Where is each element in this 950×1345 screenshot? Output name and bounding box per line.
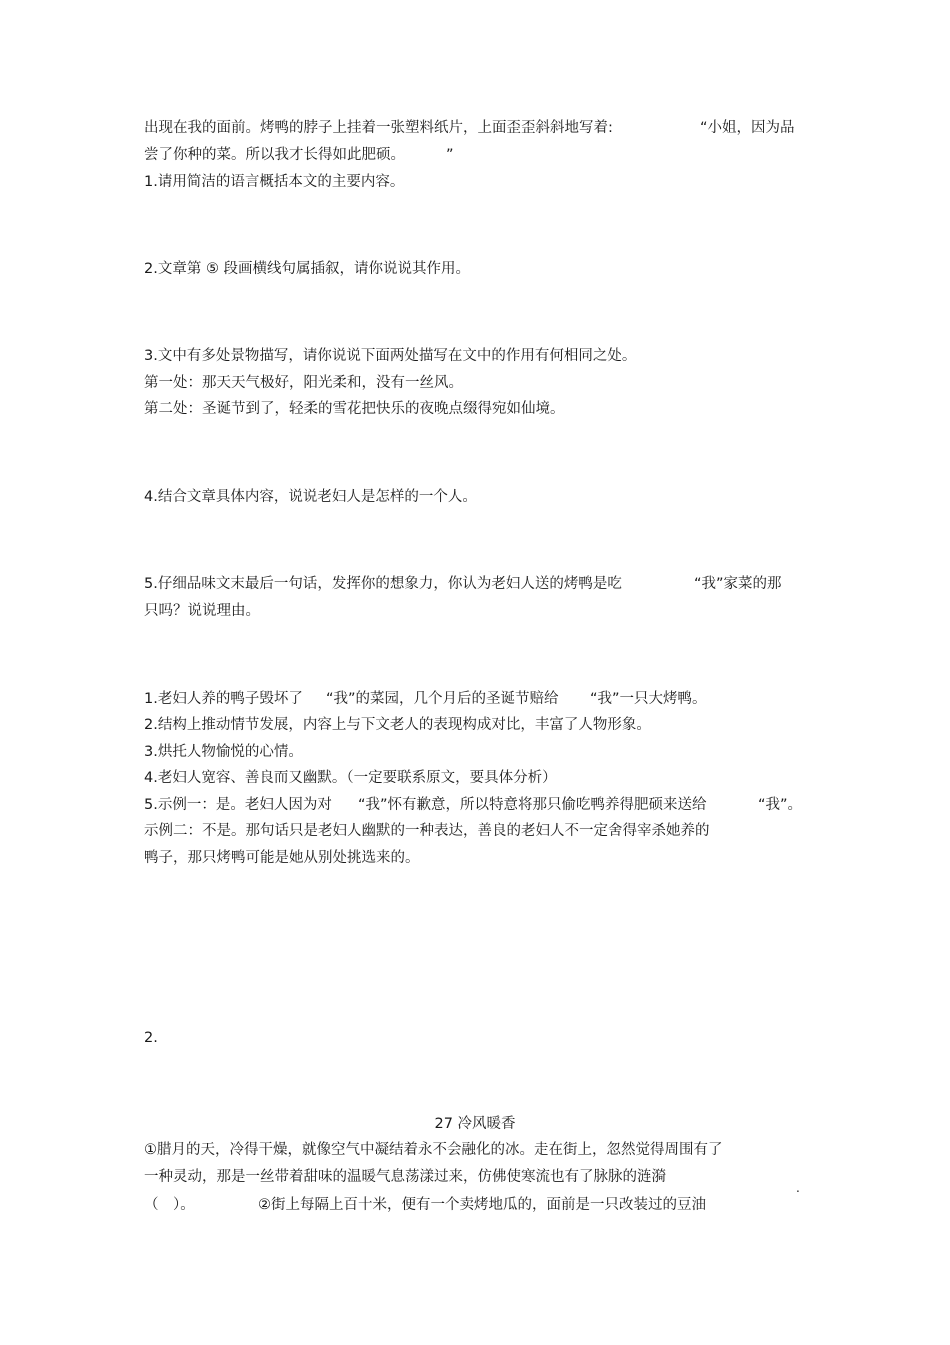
question-3: 3.文中有多处景物描写，请你说说下面两处描写在文中的作用有何相同之处。: [144, 348, 637, 364]
answer-5c: “我”。: [758, 797, 803, 813]
answer-3: 3.烘托人物愉悦的心情。: [144, 744, 303, 760]
question-5a: 5.仔细品味文末最后一句话，发挥你的想象力，你认为老妇人送的烤鸭是吃: [144, 576, 622, 592]
section-number: 2.: [144, 1030, 158, 1046]
answer-5d: 示例二：不是。那句话只是老妇人幽默的一种表达，善良的老妇人不一定舍得宰杀她养的: [144, 823, 710, 839]
answer-1b: “我”的菜园，几个月后的圣诞节赔给: [326, 691, 559, 707]
question-3-second: 第二处：圣诞节到了，轻柔的雪花把快乐的夜晚点缀得宛如仙境。: [144, 401, 565, 417]
paragraph-1-line-1: ①腊月的天，冷得干燥，就像空气中凝结着永不会融化的冰。走在街上，忽然觉得周围有了: [144, 1142, 723, 1158]
answer-2: 2.结构上推动情节发展，内容上与下文老人的表现构成对比，丰富了人物形象。: [144, 717, 651, 733]
question-3-first: 第一处：那天天气极好，阳光柔和，没有一丝风。: [144, 375, 463, 391]
question-1: 1.请用简洁的语言概括本文的主要内容。: [144, 174, 405, 190]
question-5b: “我”家菜的那: [694, 576, 782, 592]
paragraph-1-line-3b: ②街上每隔上百十米，便有一个卖烤地瓜的，面前是一只改装过的豆油: [258, 1197, 706, 1213]
answer-5e: 鸭子，那只烤鸭可能是她从别处挑选来的。: [144, 850, 420, 866]
answer-5a: 5.示例一：是。老妇人因为对: [144, 797, 332, 813]
story-line-2-quote: ”: [446, 147, 454, 163]
story-line-1b: “小姐，因为品: [700, 120, 795, 136]
stray-mark: .: [796, 1181, 800, 1195]
story-line-2: 尝了你种的菜。所以我才长得如此肥硕。: [144, 147, 405, 163]
answer-1c: “我”一只大烤鸭。: [590, 691, 707, 707]
paragraph-1-line-3a: （ ）。: [144, 1197, 195, 1213]
next-text-title: 27 冷风暖香: [434, 1116, 516, 1132]
paragraph-1-line-2: 一种灵动，那是一丝带着甜味的温暖气息荡漾过来，仿佛使寒流也有了脉脉的涟漪: [144, 1169, 666, 1185]
question-4: 4.结合文章具体内容，说说老妇人是怎样的一个人。: [144, 489, 477, 505]
answer-4: 4.老妇人宽容、善良而又幽默。（一定要联系原文，要具体分析）: [144, 770, 557, 786]
answer-1a: 1.老妇人养的鸭子毁坏了: [144, 691, 303, 707]
question-2: 2.文章第 ⑤ 段画横线句属插叙，请你说说其作用。: [144, 261, 471, 277]
answer-5b: “我”怀有歉意，所以特意将那只偷吃鸭养得肥硕来送给: [358, 797, 707, 813]
story-line-1a: 出现在我的面前。烤鸭的脖子上挂着一张塑料纸片，上面歪歪斜斜地写着:: [144, 120, 613, 136]
question-5c: 只吗？说说理由。: [144, 603, 260, 619]
